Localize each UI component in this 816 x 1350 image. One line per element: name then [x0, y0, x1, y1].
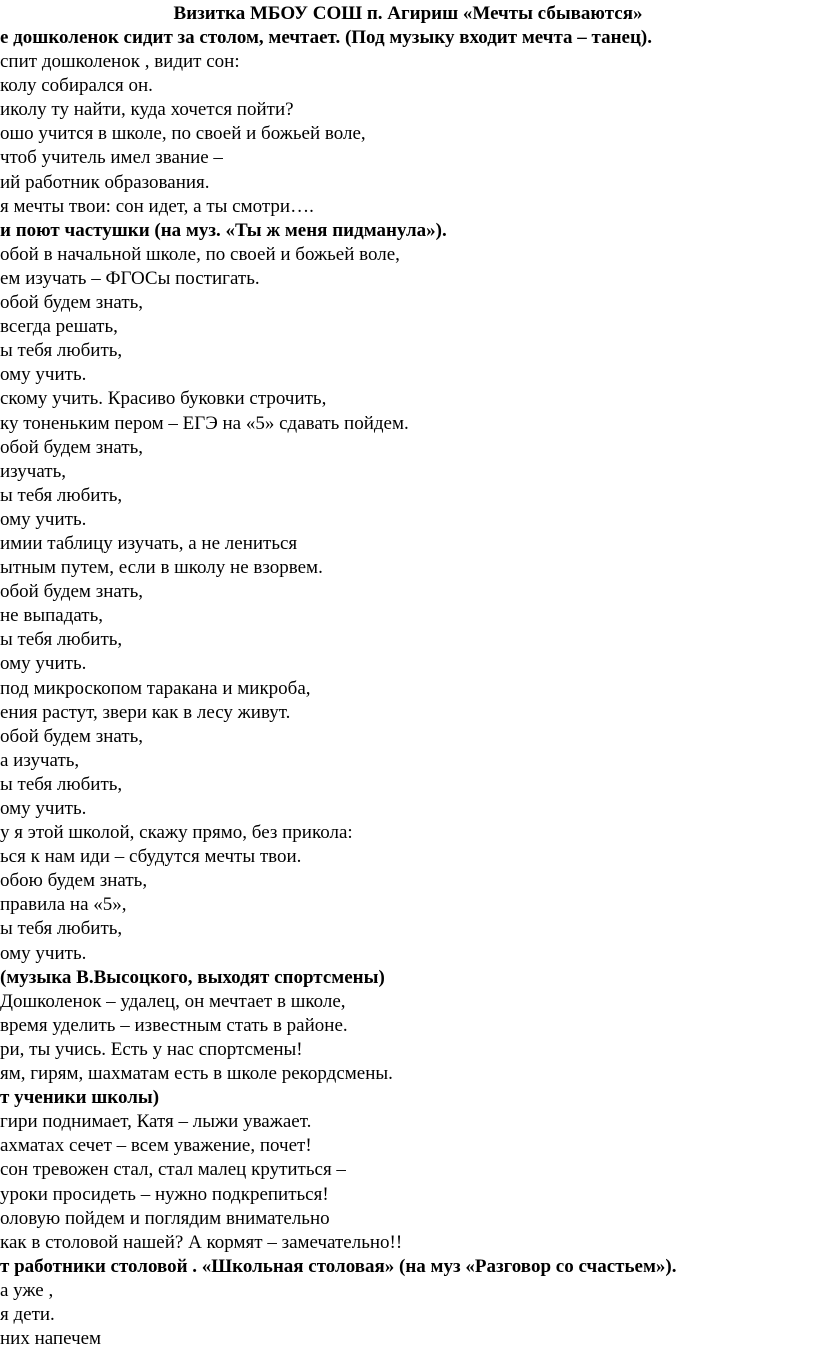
stage-direction-line: и поют частушки (на муз. «Ты ж меня пидманула»). — [0, 219, 447, 241]
text-line: ри, ты учись. Есть у нас спортсмены! — [0, 1038, 303, 1060]
text-line: ы тебя любить, — [0, 773, 123, 795]
text-line: ы тебя любить, — [0, 918, 123, 940]
text-line: колу собирался он. — [0, 75, 153, 97]
stage-direction-line: (музыка В.Высоцкого, выходят спортсмены) — [0, 966, 385, 988]
text-line: а уже , — [0, 1279, 54, 1301]
text-line: ытным путем, если в школу не взорвем. — [0, 557, 323, 579]
text-line: обой будем знать, — [0, 725, 144, 747]
text-line: них напечем — [0, 1328, 102, 1350]
text-line: время уделить – известным стать в районе. — [0, 1014, 348, 1036]
text-line: ы тебя любить, — [0, 340, 123, 362]
text-line: обой будем знать, — [0, 581, 144, 603]
text-line: ому учить. — [0, 653, 87, 675]
text-line: ому учить. — [0, 798, 87, 819]
text-line: я мечты твои: сон идет, а ты смотри…. — [0, 195, 314, 217]
text-line: спит дошколенок , видит сон: — [0, 51, 240, 73]
text-line: ому учить. — [0, 508, 87, 530]
text-line: не выпадать, — [0, 605, 104, 627]
text-line: иколу ту найти, куда хочется пойти? — [0, 99, 294, 121]
text-line: Дошколенок – удалец, он мечтает в школе, — [0, 990, 346, 1012]
stage-direction-line: т работники столовой . «Школьная столовая» (на муз «Разговор со счастьем»). — [0, 1255, 677, 1277]
document-title: Визитка МБОУ СОШ п. Агириш «Мечты сбываются» — [173, 3, 643, 24]
text-line: скому учить. Красиво буковки строчить, — [0, 388, 327, 410]
text-line: а изучать, — [0, 749, 80, 771]
text-line: обой будем знать, — [0, 436, 144, 458]
text-line: гири поднимает, Катя – лыжи уважает. — [0, 1111, 312, 1133]
text-line: ения растут, звери как в лесу живут. — [0, 701, 291, 723]
text-line: я дети. — [0, 1303, 55, 1325]
text-line: ому учить. — [0, 942, 87, 964]
text-line: как в столовой нашей? А кормят – замечательно!! — [0, 1231, 403, 1253]
stage-direction-line: е дошколенок сидит за столом, мечтает. (Под музыку входит мечта – танец). — [0, 27, 652, 48]
text-line: ку тоненьким пером – ЕГЭ на «5» сдавать пойдем. — [0, 412, 409, 434]
document-body — [0, 26, 816, 1350]
text-line: ы тебя любить, — [0, 484, 123, 506]
text-line: чтоб учитель имел звание – — [0, 147, 223, 169]
text-line: ям, гирям, шахматам есть в школе рекордсмены. — [0, 1063, 393, 1085]
text-line: под микроскопом таракана и микроба, — [0, 677, 311, 699]
text-line: обой в начальной школе, по своей и божьей воле, — [0, 243, 400, 265]
text-line: обой будем знать, — [0, 292, 144, 314]
stage-direction-line: т ученики школы) — [0, 1087, 160, 1109]
text-line: ы тебя любить, — [0, 629, 123, 651]
text-line: ому учить. — [0, 364, 87, 386]
text-line: сон тревожен стал, стал малец крутиться – — [0, 1159, 346, 1181]
text-line: обою будем знать, — [0, 870, 148, 892]
text-line: ем изучать – ФГОСы постигать. — [0, 267, 260, 289]
text-line: ий работник образования. — [0, 171, 210, 193]
text-line: оловую пойдем и поглядим внимательно — [0, 1207, 330, 1229]
text-line: ошо учится в школе, по своей и божьей воле, — [0, 123, 366, 145]
text-line: ься к нам иди – сбудутся мечты твои. — [0, 846, 302, 868]
text-line: всегда решать, — [0, 316, 118, 338]
text-line: ахматах сечет – всем уважение, почет! — [0, 1135, 312, 1157]
text-line: изучать, — [0, 460, 66, 482]
text-line: уроки просидеть – нужно подкрепиться! — [0, 1183, 329, 1205]
text-line: имии таблицу изучать, а не лениться — [0, 532, 298, 554]
text-line: правила на «5», — [0, 894, 127, 916]
text-line: у я этой школой, скажу прямо, без прикола: — [0, 822, 353, 844]
